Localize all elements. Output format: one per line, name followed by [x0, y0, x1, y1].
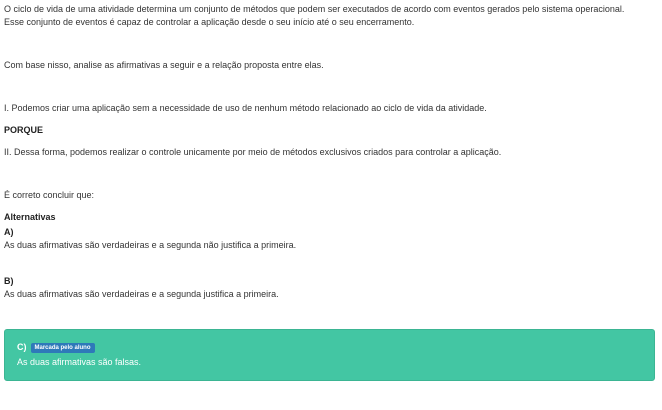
alternative-a-letter: A): [4, 227, 14, 237]
statement-1: I. Podemos criar uma aplicação sem a necessidade de uso de nenhum método relacionado ao ciclo de vida da atividade.: [4, 103, 487, 113]
alternative-a[interactable]: [4, 226, 658, 252]
statement-2: II. Dessa forma, podemos realizar o controle unicamente por meio de métodos exclusivos criados para controlar a aplicação.: [4, 147, 502, 157]
alternative-c-text: As duas afirmativas são falsas.: [17, 357, 142, 367]
alternatives-heading: Alternativas: [4, 212, 56, 222]
alternative-c-header: [17, 341, 642, 354]
alternative-a-text: As duas afirmativas são verdadeiras e a segunda não justifica a primeira.: [4, 240, 297, 250]
alternative-c-selected[interactable]: [4, 329, 655, 381]
alternative-b-text: As duas afirmativas são verdadeiras e a segunda justifica a primeira.: [4, 289, 279, 299]
connector-porque: PORQUE: [4, 125, 44, 135]
alternative-c-letter: C): [17, 342, 27, 352]
question-instruction: Com base nisso, analise as afirmativas a seguir e a relação proposta entre elas.: [4, 60, 324, 70]
question-conclusion: É correto concluir que:: [4, 190, 95, 200]
question-intro: O ciclo de vida de uma atividade determina um conjunto de métodos que podem ser executados de acordo com eventos gerados pelo sistema operacional. Esse conjunto de eventos é capaz de controlar a aplicação desde o seu início até o seu encerramento.: [4, 4, 625, 27]
marked-by-student-badge: Marcada pelo aluno: [31, 343, 95, 353]
alternative-b[interactable]: [4, 275, 658, 301]
alternative-b-letter: B): [4, 276, 14, 286]
